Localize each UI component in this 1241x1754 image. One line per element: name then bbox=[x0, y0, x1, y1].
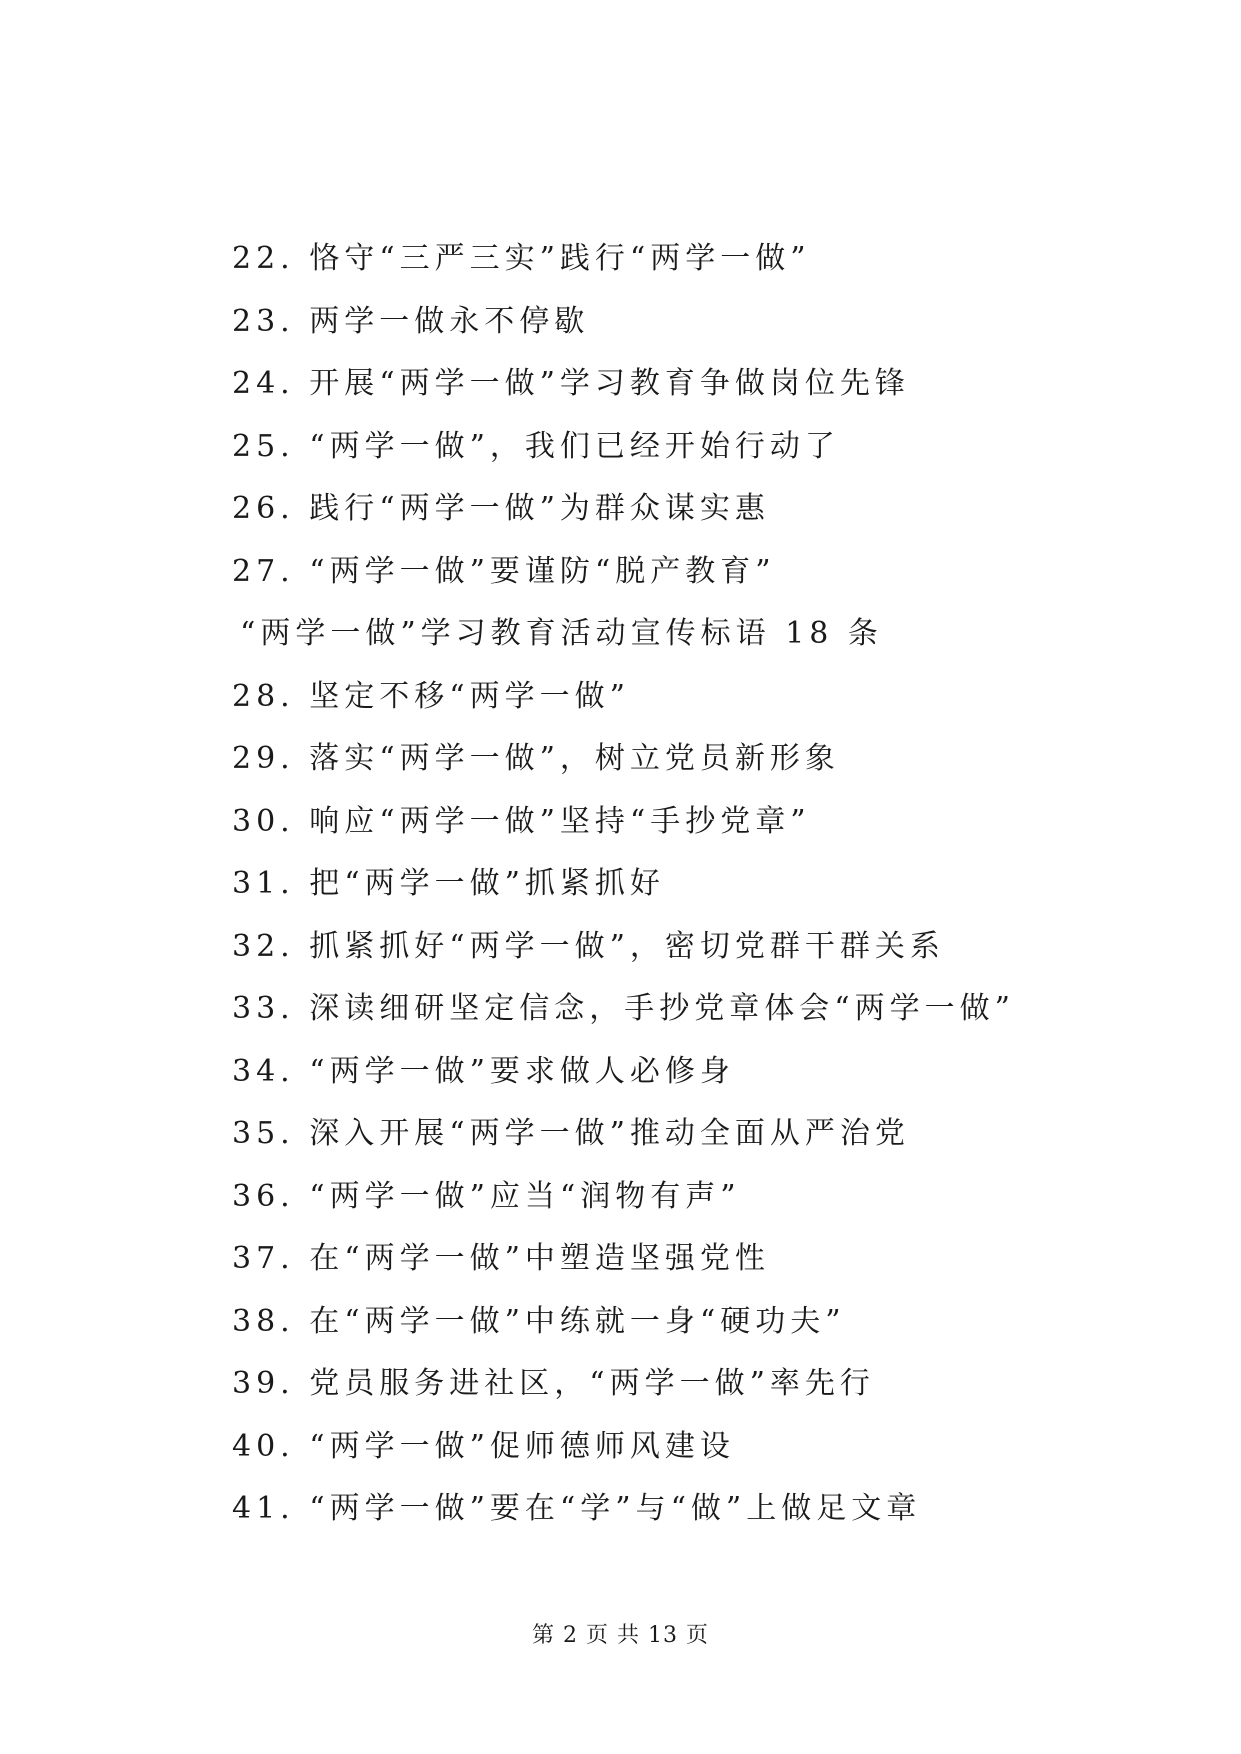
list-item: 29. 落实“两学一做”，树立党员新形象 bbox=[232, 741, 840, 776]
list-item: 31. 把“两学一做”抓紧抓好 bbox=[232, 866, 665, 901]
list-item: 40. “两学一做”促师德师风建设 bbox=[232, 1428, 735, 1464]
list-item: 33. 深读细研坚定信念，手抄党章体会“两学一做” bbox=[232, 991, 1015, 1026]
list-item: 37. 在“两学一做”中塑造坚强党性 bbox=[232, 1241, 770, 1276]
page-footer: 第 2 页 共 13 页 bbox=[532, 1623, 709, 1648]
list-item: 41. “两学一做”要在“学”与“做”上做足文章 bbox=[232, 1491, 922, 1526]
list-item: 24. 开展“两学一做”学习教育争做岗位先锋 bbox=[232, 366, 910, 401]
list-item: 23. 两学一做永不停歇 bbox=[232, 303, 590, 339]
list-item: 32. 抓紧抓好“两学一做”，密切党群干群关系 bbox=[232, 928, 945, 964]
list-item: 39. 党员服务进社区，“两学一做”率先行 bbox=[232, 1366, 875, 1401]
section-heading: “两学一做”学习教育活动宣传标语 18 条 bbox=[240, 616, 883, 651]
list-item: 28. 坚定不移“两学一做” bbox=[232, 678, 630, 714]
list-item: 27. “两学一做”要谨防“脱产教育” bbox=[232, 553, 776, 589]
list-item: 22. 恪守“三严三实”践行“两学一做” bbox=[232, 241, 811, 276]
list-item: 30. 响应“两学一做”坚持“手抄党章” bbox=[232, 803, 811, 839]
list-item: 36. “两学一做”应当“润物有声” bbox=[232, 1178, 741, 1214]
list-item: 35. 深入开展“两学一做”推动全面从严治党 bbox=[232, 1116, 910, 1151]
list-item: 38. 在“两学一做”中练就一身“硬功夫” bbox=[232, 1303, 846, 1339]
list-item: 34. “两学一做”要求做人必修身 bbox=[232, 1053, 735, 1089]
list-item: 25. “两学一做”，我们已经开始行动了 bbox=[232, 428, 840, 464]
list-item: 26. 践行“两学一做”为群众谋实惠 bbox=[232, 491, 770, 526]
slogan-list bbox=[232, 228, 1132, 1541]
